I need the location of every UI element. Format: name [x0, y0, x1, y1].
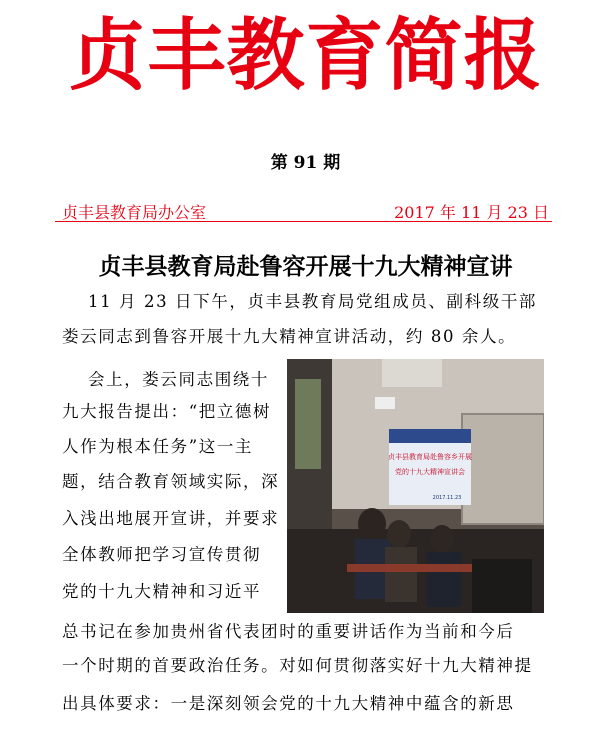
banner-line: 党的十九大精神宣讲会 — [395, 468, 465, 476]
article-line: 总书记在参加贵州省代表团时的重要讲话作为当前和今后 — [62, 622, 515, 641]
article-line: 人作为根本任务”这一主 — [62, 437, 254, 456]
header-divider — [55, 221, 552, 222]
masthead-title: 贞丰教育简报 — [68, 11, 543, 101]
article-line: 11 月 23 日下午，贞丰县教育局党组成员、副科级干部 — [88, 292, 538, 311]
article-line: 党的十九大精神和习近平 — [62, 582, 262, 601]
issue-number: 第 91 期 — [270, 153, 341, 173]
article-line: 题，结合教育领域实际，深 — [62, 472, 280, 491]
banner-date: 2017.11.23 — [432, 495, 462, 501]
article-line: 全体教师把学习宣传贯彻 — [62, 545, 262, 564]
issue-date: 2017 年 11 月 23 日 — [394, 203, 549, 222]
meeting-photo — [287, 359, 544, 613]
issuing-department: 贞丰县教育局办公室 — [62, 203, 207, 222]
article-line: 一个时期的首要政治任务。对如何贯彻落实好十九大精神提 — [62, 656, 533, 675]
article-line: 会上，娄云同志围绕十 — [88, 370, 269, 389]
article-line: 娄云同志到鲁容开展十九大精神宣讲活动，约 80 余人。 — [62, 327, 517, 346]
article-line: 入浅出地展开宣讲，并要求 — [62, 509, 280, 528]
article-line: 九大报告提出：“把立德树 — [62, 402, 272, 421]
article-line: 出具体要求：一是深刻领会党的十九大精神中蕴含的新思 — [62, 694, 515, 713]
banner-line: 贞丰县教育局赴鲁容乡开展 — [388, 453, 472, 461]
article-headline: 贞丰县教育局赴鲁容开展十九大精神宣讲 — [98, 254, 513, 280]
